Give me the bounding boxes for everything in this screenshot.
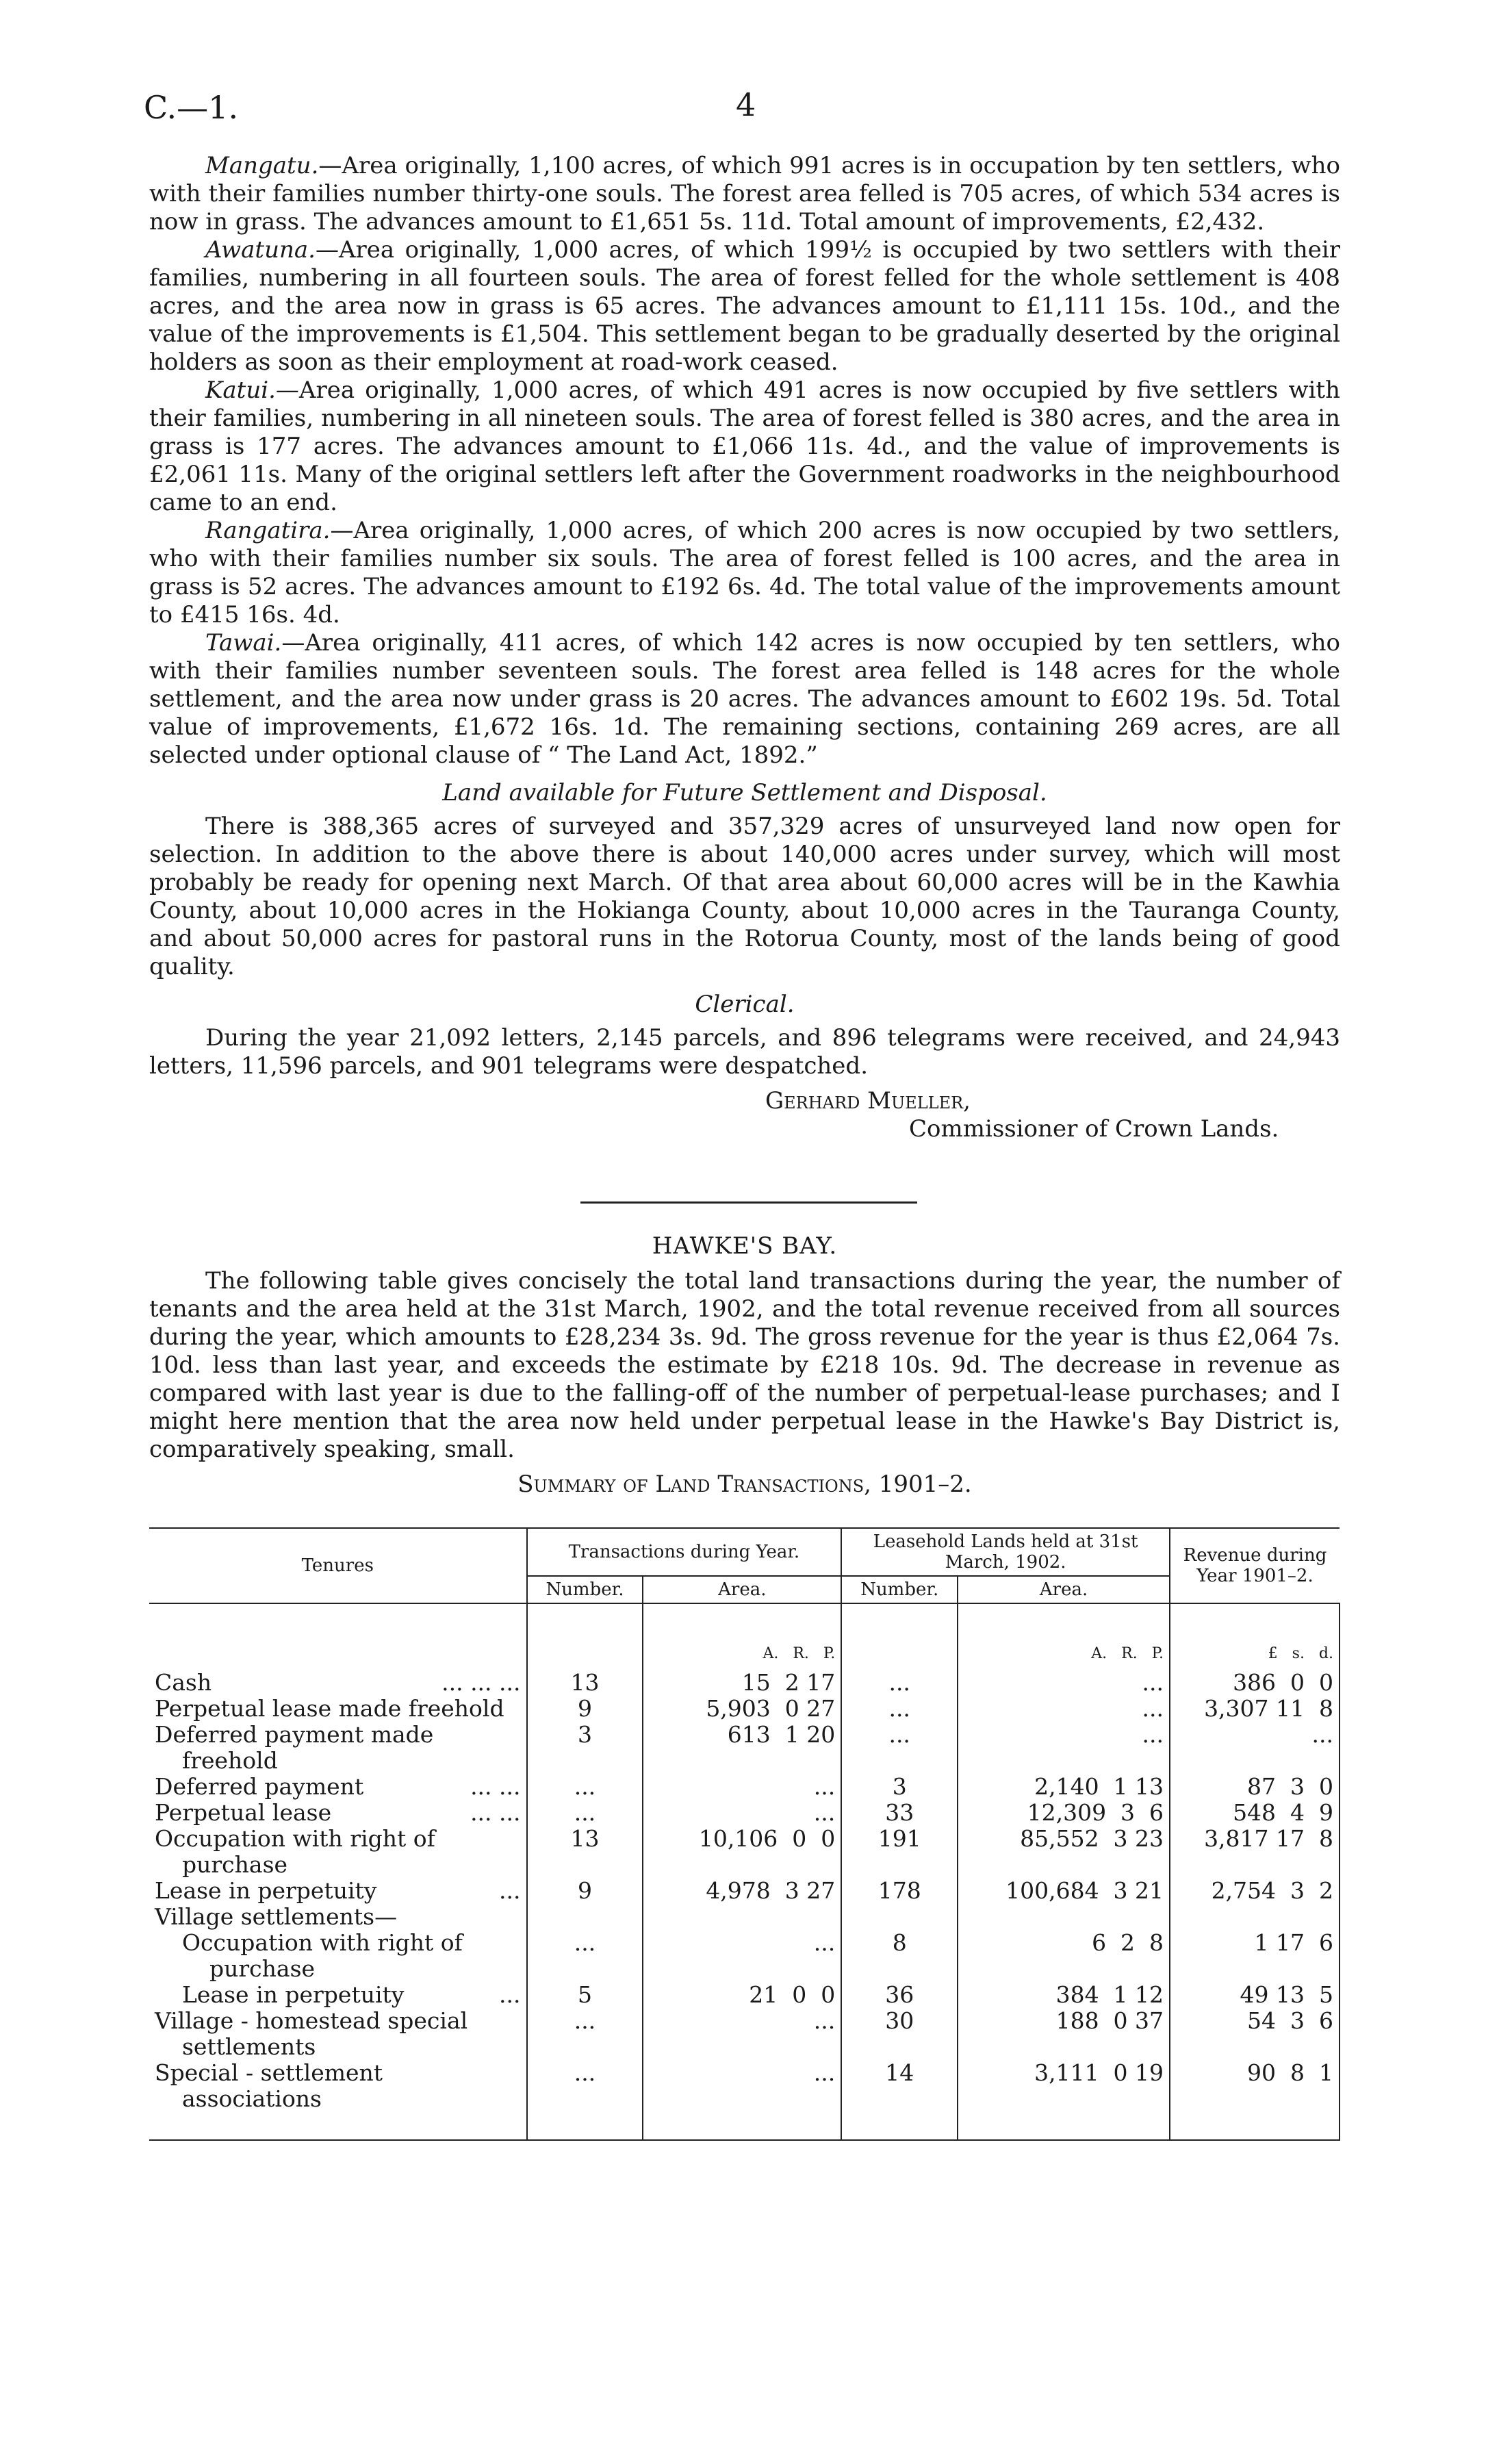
paragraph-awatuna — [149, 236, 1340, 377]
settlement-text: —Area originally, 1,000 acres, of which 199½ is occupied by two settlers with their families, numbering in all fourteen souls. The area of forest felled for the whole settlement is 408 acres, and the area now in grass is 65 acres. The advances amount to £1,111 15s. 10d., and the value of the improvements is £1,504. This settlement began to be gradually deserted by the original holders as soon as their employment at road-work ceased. — [149, 236, 1340, 376]
transactions-number — [527, 1904, 643, 1930]
leasehold-area: ... — [958, 1722, 1170, 1774]
tenure-name: Perpetual lease — [155, 1799, 332, 1826]
leasehold-number: 33 — [841, 1800, 958, 1826]
leasehold-number: 178 — [841, 1878, 958, 1904]
revenue — [1170, 1904, 1340, 1930]
clerical-heading: Clerical. — [695, 991, 795, 1018]
tenure-cell — [149, 2008, 527, 2060]
header-number: Number. — [841, 1576, 958, 1603]
revenue: 1 17 6 — [1170, 1930, 1340, 1982]
settlement-name: Rangatira. — [205, 517, 331, 544]
tenure-name: Occupation with right of purchase — [182, 1929, 463, 1982]
leader-dots: ... ... ... — [441, 1669, 521, 1696]
transactions-area: ... — [643, 1800, 841, 1826]
header-revenue: Revenue during Year 1901–2. — [1170, 1528, 1340, 1603]
leasehold-number: 30 — [841, 2008, 958, 2060]
paragraph-rangatira — [149, 517, 1340, 629]
leasehold-area: 2,140 1 13 — [958, 1774, 1170, 1800]
area-units: A. R. P. — [958, 1603, 1170, 1670]
leasehold-number: 191 — [841, 1826, 958, 1878]
transactions-number: ... — [527, 2060, 643, 2140]
tenure-cell — [149, 2060, 527, 2140]
tenure-label — [155, 2060, 521, 2112]
tenure-label — [155, 1904, 521, 1930]
leasehold-area: 3,111 0 19 — [958, 2060, 1170, 2140]
leasehold-area — [958, 1904, 1170, 1930]
tenure-name: Deferred payment — [155, 1773, 364, 1800]
table-row — [149, 1904, 1340, 1930]
tenure-name: Lease in perpetuity — [155, 1877, 377, 1904]
report-code: C.—1. — [144, 89, 239, 126]
summary-table — [149, 1527, 1340, 2141]
section-divider — [580, 1201, 917, 1204]
tenure-label — [155, 1930, 521, 1982]
table-row — [149, 1774, 1340, 1800]
tenure-label — [155, 1670, 521, 1696]
header-area: Area. — [643, 1576, 841, 1603]
transactions-area: 4,978 3 27 — [643, 1878, 841, 1904]
transactions-area: 21 0 0 — [643, 1982, 841, 2008]
revenue: 2,754 3 2 — [1170, 1878, 1340, 1904]
tenure-name: Deferred payment made freehold — [155, 1721, 434, 1774]
signature-name: Gerhard Mueller, — [765, 1087, 971, 1115]
header-number: Number. — [527, 1576, 643, 1603]
revenue: 54 3 6 — [1170, 2008, 1340, 2060]
tenure-cell — [149, 1722, 527, 1774]
leasehold-number: 3 — [841, 1774, 958, 1800]
tenure-name: Perpetual lease made freehold — [155, 1695, 504, 1722]
revenue: 90 8 1 — [1170, 2060, 1340, 2140]
tenure-label — [155, 1774, 521, 1800]
table-row — [149, 1826, 1340, 1878]
table-row — [149, 1982, 1340, 2008]
header-tenures: Tenures — [149, 1528, 527, 1603]
transactions-number: 9 — [527, 1878, 643, 1904]
leasehold-area: 12,309 3 6 — [958, 1800, 1170, 1826]
area-units: A. R. P. — [643, 1603, 841, 1670]
settlement-text: —Area originally, 1,100 acres, of which 991 acres is in occupation by ten settlers, who with their families number thirty-one souls. The forest area felled is 705 acres, of which 534 acres is now in grass. The advances amount to £1,651 5s. 11d. Total amount of improvements, £2,432. — [149, 152, 1340, 236]
revenue: 3,307 11 8 — [1170, 1696, 1340, 1722]
leasehold-number — [841, 1904, 958, 1930]
tenure-name: Village - homestead special settlements — [155, 2007, 468, 2060]
signature-title: Commissioner of Crown Lands. — [909, 1115, 1279, 1143]
transactions-number: ... — [527, 1800, 643, 1826]
units-row — [149, 1603, 1340, 1670]
tenure-label — [155, 2008, 521, 2060]
hawkes-bay-text: The following table gives concisely the total land transactions during the year, the number of tenants and the area held at the 31st March, 1902, and the total revenue received from all sources during the year, which amounts to £28,234 3s. 9d. The gross revenue for the year is thus £2,064 7s. 10d. less than last year, and exceeds the estimate by £218 10s. 9d. The decrease in revenue as compared with last year is due to the falling-off of the number of perpetual-lease purchases; and I might here mention that the area now held under perpetual lease in the Hawke's Bay District is, comparatively speaking, small. — [149, 1267, 1340, 1463]
future-settlement-text: There is 388,365 acres of surveyed and 357,329 acres of unsurveyed land now open for selection. In addition to the above there is about 140,000 acres under survey, which will most probably be ready for opening next March. Of that area about 60,000 acres will be in the Kawhia County, about 10,000 acres in the Hokianga County, about 10,000 acres in the Tauranga County, and about 50,000 acres for pastoral runs in the Rotorua County, most of the lands being of good quality. — [149, 813, 1340, 980]
leasehold-number: ... — [841, 1670, 958, 1696]
summary-table-title: Summary of Land Transactions, 1901–2. — [517, 1471, 972, 1498]
tenure-label — [155, 1696, 521, 1722]
leasehold-area: 188 0 37 — [958, 2008, 1170, 2060]
tenure-cell — [149, 1904, 527, 1930]
summary-table-body — [149, 1603, 1340, 2140]
leader-dots: ... ... — [470, 1773, 521, 1800]
tenure-cell — [149, 1982, 527, 2008]
tenure-cell — [149, 1774, 527, 1800]
header-area: Area. — [958, 1576, 1170, 1603]
settlement-name: Katui. — [205, 377, 276, 404]
table-row — [149, 1722, 1340, 1774]
table-row — [149, 1696, 1340, 1722]
transactions-area: ... — [643, 2008, 841, 2060]
revenue: 3,817 17 8 — [1170, 1826, 1340, 1878]
revenue: 49 13 5 — [1170, 1982, 1340, 2008]
transactions-area: ... — [643, 1774, 841, 1800]
settlement-name: Mangatu. — [205, 152, 319, 179]
tenure-cell — [149, 1878, 527, 1904]
tenure-cell — [149, 1670, 527, 1696]
tenure-label — [155, 1826, 521, 1878]
tenure-name: Cash — [155, 1669, 212, 1696]
tenure-name: Village settlements— — [155, 1903, 398, 1930]
settlement-text: —Area originally, 411 acres, of which 142 acres is now occupied by ten settlers, who with their families number seventeen souls. The forest area felled is 148 acres for the whole settlement, and the area now under grass is 20 acres. The advances amount to £602 19s. 5d. Total value of improvements, £1,672 16s. 1d. The remaining sections, containing 269 acres, are all selected under optional clause of “ The Land Act, 1892.” — [149, 629, 1340, 769]
future-settlement-heading: Land available for Future Settlement and Disposal. — [442, 779, 1047, 806]
transactions-area: ... — [643, 2060, 841, 2140]
leasehold-area: ... — [958, 1696, 1170, 1722]
settlement-text: —Area originally, 1,000 acres, of which 200 acres is now occupied by two settlers, who with their families number six souls. The area of forest felled is 100 acres, and the area in grass is 52 acres. The advances amount to £192 6s. 4d. The total value of the improvements amount to £415 16s. 4d. — [149, 517, 1340, 628]
table-row — [149, 2008, 1340, 2060]
tenure-name: Lease in perpetuity — [182, 1981, 405, 2008]
header-leasehold: Leasehold Lands held at 31st March, 1902. — [841, 1528, 1170, 1576]
leasehold-number: ... — [841, 1696, 958, 1722]
settlement-name: Tawai. — [205, 629, 282, 657]
transactions-area: 5,903 0 27 — [643, 1696, 841, 1722]
leader-dots: ... — [499, 1981, 521, 2008]
paragraph-mangatu — [149, 152, 1340, 236]
tenure-cell — [149, 1930, 527, 1982]
paragraph-katui — [149, 377, 1340, 517]
leasehold-area: 6 2 8 — [958, 1930, 1170, 1982]
leader-dots: ... — [499, 1877, 521, 1904]
table-row — [149, 1930, 1340, 1982]
transactions-area: 613 1 20 — [643, 1722, 841, 1774]
settlements-section — [149, 152, 1340, 1143]
leader-dots: ... ... — [470, 1799, 521, 1826]
transactions-number: ... — [527, 2008, 643, 2060]
transactions-area: 15 2 17 — [643, 1670, 841, 1696]
leasehold-number: 8 — [841, 1930, 958, 1982]
header-transactions: Transactions during Year. — [527, 1528, 842, 1576]
transactions-area — [643, 1904, 841, 1930]
transactions-number: 9 — [527, 1696, 643, 1722]
leasehold-area: 85,552 3 23 — [958, 1826, 1170, 1878]
settlement-text: —Area originally, 1,000 acres, of which 491 acres is now occupied by five settlers with their families, numbering in all nineteen souls. The area of forest felled is 380 acres, and the area in grass is 177 acres. The advances amount to £1,066 11s. 4d., and the value of improvements is £2,061 11s. Many of the original settlers left after the Government roadworks in the neighbourhood came to an end. — [149, 377, 1340, 516]
hawkes-bay-section — [149, 1232, 1340, 1499]
section-title: HAWKE'S BAY. — [652, 1232, 838, 1260]
leasehold-number: 14 — [841, 2060, 958, 2140]
revenue: 548 4 9 — [1170, 1800, 1340, 1826]
tenure-name: Special - settlement associations — [155, 2059, 383, 2112]
leasehold-area: 100,684 3 21 — [958, 1878, 1170, 1904]
table-row — [149, 1800, 1340, 1826]
tenure-cell — [149, 1696, 527, 1722]
tenure-label — [155, 1982, 521, 2008]
table-row — [149, 2060, 1340, 2140]
leasehold-area: ... — [958, 1670, 1170, 1696]
transactions-area: 10,106 0 0 — [643, 1826, 841, 1878]
table-row — [149, 1670, 1340, 1696]
transactions-number: ... — [527, 1774, 643, 1800]
leasehold-area: 384 1 12 — [958, 1982, 1170, 2008]
leasehold-number: 36 — [841, 1982, 958, 2008]
tenure-cell — [149, 1800, 527, 1826]
transactions-number: 13 — [527, 1670, 643, 1696]
tenure-name: Occupation with right of purchase — [155, 1825, 435, 1878]
transactions-number: 13 — [527, 1826, 643, 1878]
revenue-units: £ s. d. — [1170, 1603, 1340, 1670]
page-number: 4 — [736, 86, 756, 123]
tenure-cell — [149, 1826, 527, 1878]
revenue: 87 3 0 — [1170, 1774, 1340, 1800]
clerical-text: During the year 21,092 letters, 2,145 parcels, and 896 telegrams were received, and 24,943 letters, 11,596 parcels, and 901 telegrams were despatched. — [149, 1024, 1340, 1080]
transactions-number: ... — [527, 1930, 643, 1982]
tenure-label — [155, 1878, 521, 1904]
paragraph-tawai — [149, 629, 1340, 770]
revenue: ... — [1170, 1722, 1340, 1774]
settlement-name: Awatuna. — [205, 236, 316, 264]
tenure-label — [155, 1722, 521, 1774]
transactions-area: ... — [643, 1930, 841, 1982]
leasehold-number: ... — [841, 1722, 958, 1774]
table-row — [149, 1878, 1340, 1904]
transactions-number: 5 — [527, 1982, 643, 2008]
tenure-label — [155, 1800, 521, 1826]
transactions-number: 3 — [527, 1722, 643, 1774]
revenue: 386 0 0 — [1170, 1670, 1340, 1696]
